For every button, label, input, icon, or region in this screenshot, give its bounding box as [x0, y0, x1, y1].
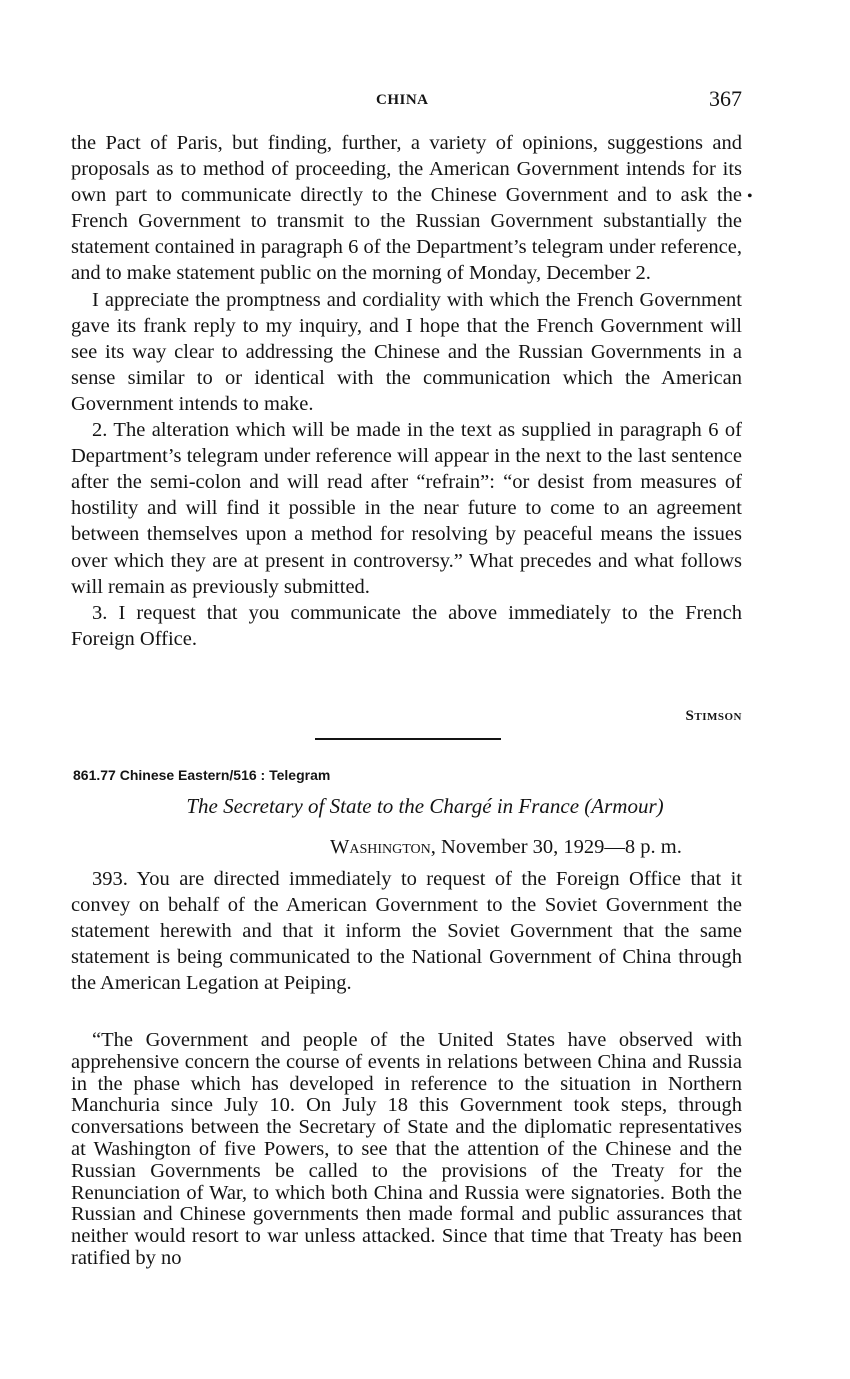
running-head: [0, 86, 850, 116]
paragraph-continuation: the Pact of Paris, but finding, further, a variety of opinions, suggestions and proposals as to method of proceeding, the American Government intends for its own part to communicate directly to the Chinese Government and to ask the French Government to transmit to the Russian Government substantially the statement contained in paragraph 6 of the Department’s telegram under reference, and to make statement public on the morning of Monday, December 2.: [71, 132, 742, 285]
telegram-body: [71, 866, 742, 996]
dateline: [330, 836, 682, 859]
dateline-place: Washington: [330, 836, 431, 858]
section-title: CHINA: [376, 92, 429, 108]
margin-mark: •: [747, 188, 753, 205]
continuation-text: [71, 130, 742, 652]
quoted-statement: “The Government and people of the United States have observed with apprehensive concern the course of events in relations between China and Russia in the phase which has developed in reference to the situation in Northern Manchuria since July 10. On July 18 this Government took steps, through conversations between the Secretary of State and the diplomatic representatives at Washington of five Powers, to see that the attention of the Chinese and the Russian Governments be called to the provisions of the Treaty for the Renunciation of War, to which both China and Russia were signatories. Both the Russian and Chinese governments then made formal and public assurances that neither would resort to war unless attacked. Since that time that Treaty has been ratified by no: [71, 1029, 742, 1269]
document-title: The Secretary of State to the Chargé in France (Armour): [186, 794, 664, 818]
section-divider: [315, 738, 501, 740]
paragraph-appreciation: I appreciate the promptness and cordiality with which the French Government gave its frank reply to my inquiry, and I hope that the French Government will see its way clear to addressing the Chinese and the Russian Governments in a sense similar to or identical with the communication which the American Government intends to make.: [71, 288, 742, 415]
dateline-date: , November 30, 1929—8 p. m.: [430, 836, 682, 858]
paragraph-alteration: 2. The alteration which will be made in the text as supplied in paragraph 6 of Department’s telegram under reference will appear in the next to the last sentence after the semi-colon and will read after “refrain”: “or desist from measures of hostility and will find it possible in the near future to come to an agreement between themselves upon a method for resolving by peaceful means the issues over which they are at present in controversy.” What precedes and what follows will remain as previously submitted.: [71, 419, 742, 598]
page-number: 367: [709, 86, 742, 111]
paragraph-instruction: 393. You are directed immediately to request of the Foreign Office that it convey on behalf of the American Government to the Soviet Government the statement herewith and that it inform the Soviet Government that the same statement is being communicated to the National Government of China through the American Legation at Peiping.: [71, 868, 742, 995]
signature: Stimson: [685, 708, 742, 724]
file-reference: 861.77 Chinese Eastern/516 : Telegram: [73, 767, 331, 783]
paragraph-request: 3. I request that you communicate the above immediately to the French Foreign Office.: [71, 601, 742, 650]
